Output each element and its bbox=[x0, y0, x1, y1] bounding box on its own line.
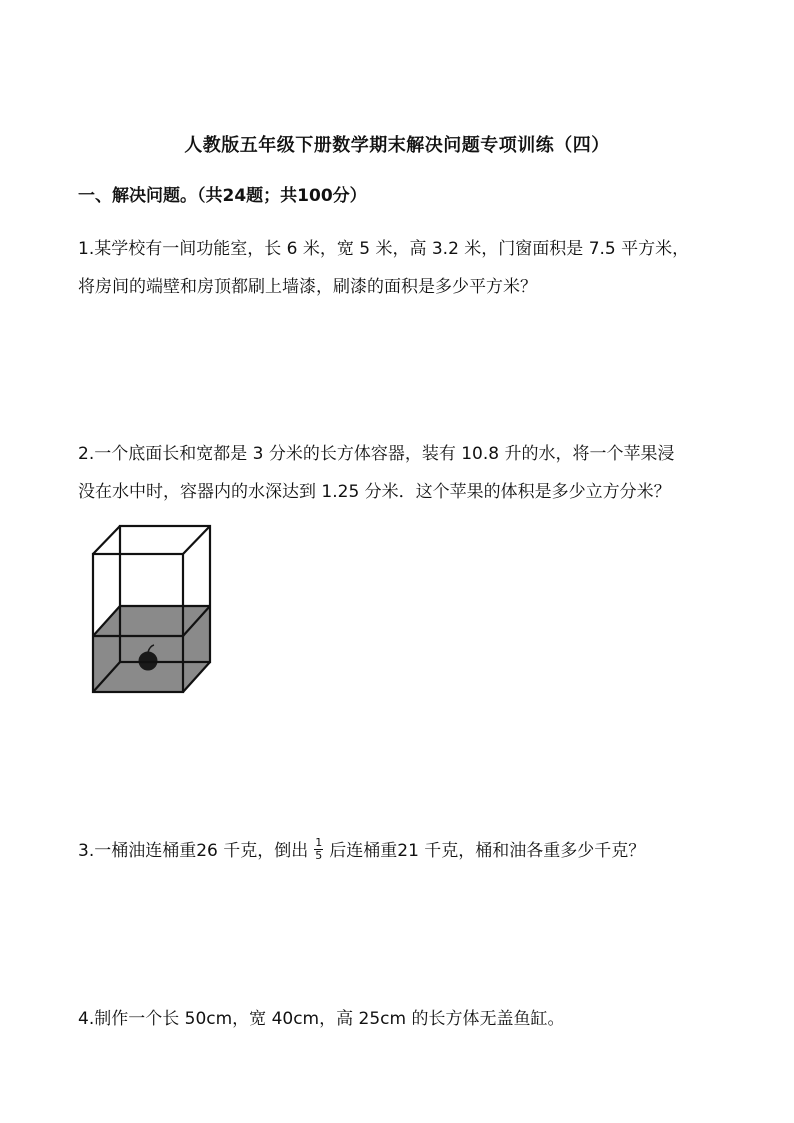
question-3 bbox=[78, 832, 728, 870]
question-4-line-1: 4.制作一个长 50cm，宽 40cm，高 25cm 的长方体无盖鱼缸。 bbox=[78, 1009, 565, 1029]
question-2-line-2: 没在水中时，容器内的水深达到 1.25 分米．这个苹果的体积是多少立方分米？ bbox=[78, 482, 671, 502]
question-3-text-before: 3.一桶油连桶重26 千克，倒出 bbox=[78, 841, 309, 861]
question-2 bbox=[78, 435, 728, 511]
question-1 bbox=[78, 230, 728, 306]
question-3-text-after: 后连桶重21 千克，桶和油各重多少千克？ bbox=[329, 841, 646, 861]
page-title: 人教版五年级下册数学期末解决问题专项训练（四） bbox=[184, 135, 610, 156]
question-2-line-1: 2.一个底面长和宽都是 3 分米的长方体容器，装有 10.8 升的水，将一个苹果浸 bbox=[78, 444, 675, 464]
water-front-face bbox=[93, 636, 183, 692]
question-1-line-2: 将房间的端壁和房顶都刷上墙漆，刷漆的面积是多少平方米？ bbox=[78, 277, 537, 297]
fraction-denominator: 5 bbox=[315, 848, 323, 862]
fraction-numerator: 1 bbox=[315, 835, 323, 849]
section-heading: 一、解决问题。（共24题；共100分） bbox=[78, 186, 367, 206]
container-with-apple-figure bbox=[88, 524, 218, 696]
fraction-one-fifth bbox=[314, 837, 323, 862]
question-1-line-1: 1.某学校有一间功能室，长 6 米，宽 5 米，高 3.2 米，门窗面积是 7.5 平方米， bbox=[78, 239, 690, 259]
cuboid-container-diagram bbox=[88, 524, 218, 696]
question-4 bbox=[78, 1000, 728, 1038]
